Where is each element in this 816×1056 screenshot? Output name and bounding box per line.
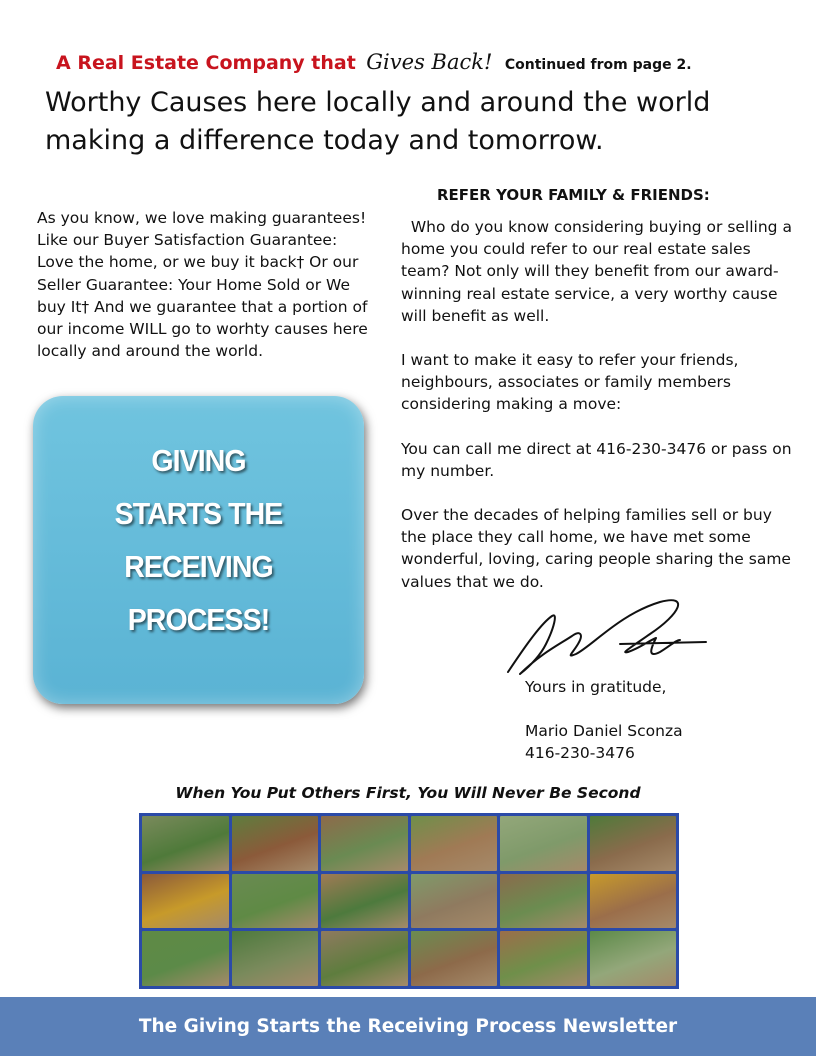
giving-callout-box bbox=[33, 396, 364, 704]
collage-photo bbox=[232, 874, 319, 929]
collage-photo bbox=[500, 931, 587, 986]
photo-collage bbox=[139, 813, 679, 989]
refer-paragraph: I want to make it easy to refer your friends, neighbours, associates or family members considering making a move: bbox=[401, 351, 739, 414]
header-line bbox=[56, 50, 692, 74]
sign-off bbox=[525, 676, 683, 765]
collage-photo bbox=[321, 874, 408, 929]
collage-photo bbox=[142, 874, 229, 929]
collage-photo bbox=[321, 931, 408, 986]
collage-photo bbox=[590, 931, 677, 986]
collage-photo bbox=[321, 816, 408, 871]
closing-text: Yours in gratitude, bbox=[525, 678, 667, 696]
refer-paragraph: Who do you know considering buying or selling a home you could refer to our real estate sales team? Not only will they benefit from our award-winning real estate service, a very worthy cause will benefit as well. bbox=[401, 218, 792, 325]
collage-photo bbox=[411, 931, 498, 986]
collage-photo bbox=[232, 931, 319, 986]
refer-paragraph: You can call me direct at 416-230-3476 or pass on my number. bbox=[401, 439, 792, 480]
company-tagline: A Real Estate Company that bbox=[56, 52, 356, 74]
callout-line: STARTS THE bbox=[114, 496, 283, 531]
collage-photo bbox=[142, 931, 229, 986]
collage-photo bbox=[142, 816, 229, 871]
collage-photo bbox=[500, 874, 587, 929]
collage-photo bbox=[411, 816, 498, 871]
refer-body bbox=[401, 216, 796, 615]
gives-back-script: Gives Back! bbox=[366, 50, 493, 74]
continued-note: Continued from page 2. bbox=[504, 57, 692, 73]
collage-photo bbox=[590, 816, 677, 871]
collage-photo bbox=[411, 874, 498, 929]
callout-line: RECEIVING bbox=[124, 549, 273, 584]
collage-photo bbox=[232, 816, 319, 871]
guarantee-paragraph: As you know, we love making guarantees! Like our Buyer Satisfaction Guarantee: Love the home, or we buy it back† Or our Seller Guarantee: Your Home Sold or We buy It† And we guarantee that a portion of our income WILL go to worhty causes here locally and around the world. bbox=[37, 209, 368, 361]
author-name: Mario Daniel Sconza bbox=[525, 722, 683, 741]
page-headline: Worthy Causes here locally and around the world making a difference today and tomorrow. bbox=[45, 87, 711, 156]
refer-title: REFER YOUR FAMILY & FRIENDS: bbox=[437, 186, 710, 204]
footer-banner: The Giving Starts the Receiving Process Newsletter bbox=[0, 997, 816, 1056]
callout-line: GIVING bbox=[151, 443, 246, 478]
callout-text bbox=[46, 434, 351, 646]
handwritten-signature bbox=[500, 594, 710, 680]
callout-line: PROCESS! bbox=[127, 602, 270, 637]
collage-photo bbox=[590, 874, 677, 929]
author-phone: 416-230-3476 bbox=[525, 744, 635, 763]
tagline: When You Put Others First, You Will Never Be Second bbox=[175, 784, 641, 802]
collage-photo bbox=[500, 816, 587, 871]
refer-paragraph: Over the decades of helping families sell or buy the place they call home, we have met some wonderful, loving, caring people sharing the same values that we do. bbox=[401, 506, 791, 591]
